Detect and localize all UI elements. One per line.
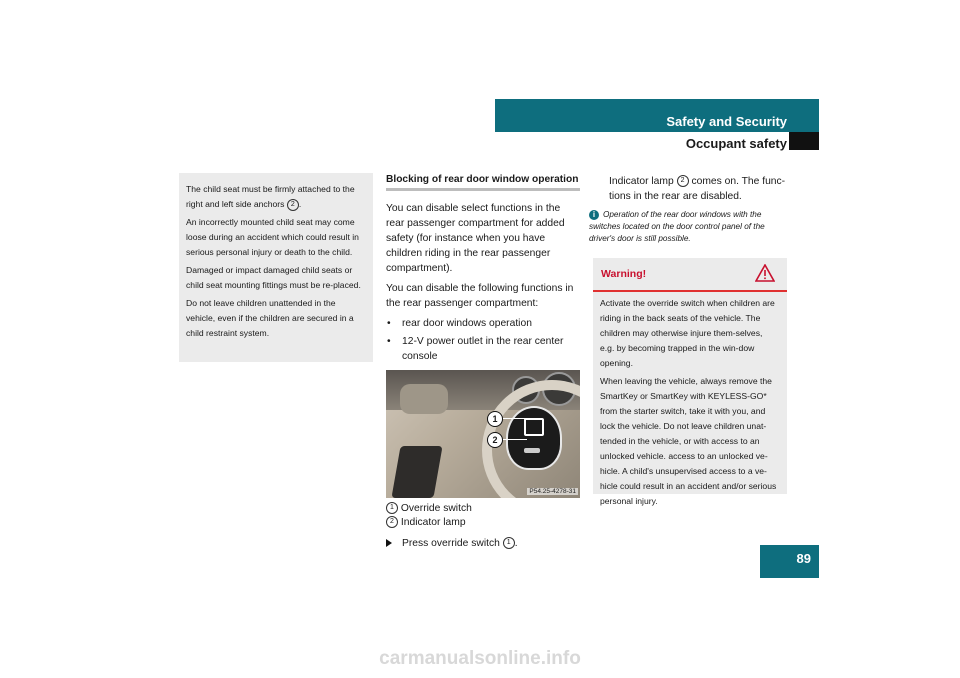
header-subtitle-row: [495, 132, 819, 152]
window-lock-icon: [524, 418, 544, 436]
warning-paragraph: Activate the override switch when children are riding in the back seats of the vehicle. The children may otherwise injure them-selves, e.g. by becoming trapped in the win-dow opening.: [600, 298, 775, 368]
note-paragraph: An incorrectly mounted child seat may come loose during an accident which could result in serious personal injury or death to the child.: [186, 217, 359, 257]
warning-triangle-icon: [755, 264, 775, 282]
page-number-box: [760, 545, 819, 578]
header-subtitle: Occupant safety: [685, 136, 787, 151]
bullet-item: • 12-V power outlet in the rear center console: [387, 336, 564, 362]
header-bar: [495, 99, 819, 132]
ref-circle: 2: [287, 199, 299, 211]
warning-title: Warning!: [601, 268, 647, 280]
info-icon: i: [589, 210, 599, 220]
step-arrow-icon: [386, 539, 392, 547]
page-number: 89: [796, 551, 811, 566]
bullet-item: • rear door windows operation: [387, 318, 532, 329]
watermark: carmanualsonline.info: [379, 648, 581, 669]
seat-control: [400, 384, 448, 414]
warning-box: [593, 258, 787, 506]
door-control-panel: [391, 446, 442, 498]
legend-item: 1 Override switch: [386, 502, 580, 516]
child-seat-note: [179, 173, 373, 362]
section-heading: Blocking of rear door window operation: [386, 174, 580, 191]
indicator-lamp: [524, 448, 540, 453]
right-column: [589, 174, 787, 245]
legend-item: 2 Indicator lamp: [386, 516, 580, 530]
note-paragraph: Do not leave children unattended in the vehicle, even if the children are secured in a child restraint system.: [186, 298, 354, 338]
warning-body: [593, 292, 787, 509]
continuation-text: Indicator lamp 2 comes on. The func-tions in the rear are disabled.: [609, 176, 786, 202]
dashboard-photo: [386, 370, 580, 498]
note-paragraph: The child seat must be firmly attached to the right and left side anchors 2 .: [186, 184, 355, 209]
warning-header: [593, 258, 787, 292]
callout-1: 1: [487, 411, 503, 427]
header-title: Safety and Security: [666, 114, 787, 129]
note-paragraph: Damaged or impact damaged child seats or child seat mounting fittings must be re-placed.: [186, 265, 361, 290]
main-column: [386, 174, 580, 551]
override-switch: [506, 406, 562, 470]
callout-2: 2: [487, 432, 503, 448]
intro-text: You can disable select functions in the rear passenger compartment for added safety (for instance when you have children riding in the rear passenger compartment).: [386, 203, 565, 274]
leader-line: [503, 439, 527, 440]
lead-text: You can disable the following functions in the rear passenger compartment:: [386, 283, 574, 309]
figure-ref: P54.25-4278-31: [529, 488, 576, 495]
instruction-step: Press override switch 1 .: [386, 536, 580, 551]
info-note: i Operation of the rear door windows with the switches located on the door control panel of the driver's door is still possible.: [589, 210, 765, 243]
leader-line: [503, 418, 527, 419]
header-corner-block: [789, 132, 819, 150]
warning-paragraph: When leaving the vehicle, always remove the SmartKey or SmartKey with KEYLESS-GO* from the starter switch, take it with you, and lock the vehicle. Do not leave children unat-tended in the vehicle, or with access to an unlocked vehicle. access to an unlocked ve-hicle. A child's unsupervised access to a ve-hicle could result in an accident and/or serious personal injury.: [600, 376, 777, 506]
